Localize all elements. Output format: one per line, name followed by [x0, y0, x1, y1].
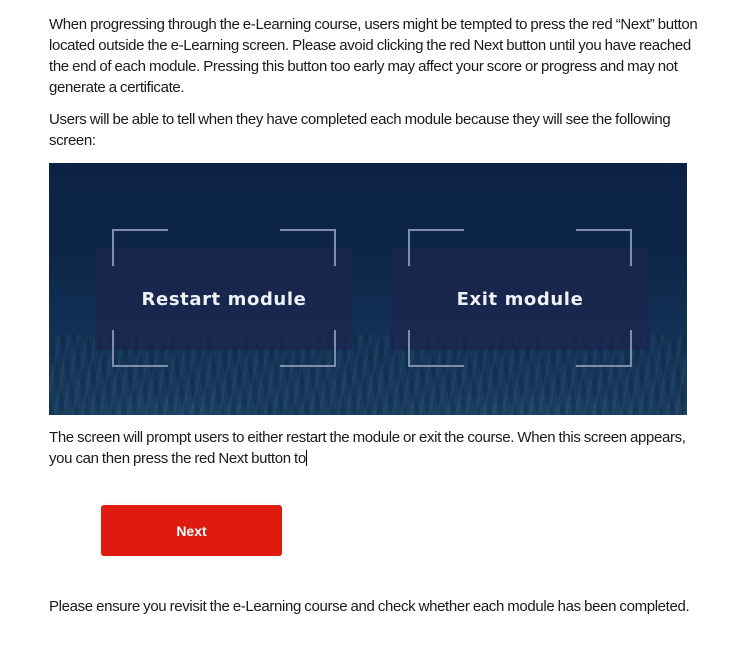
restart-module-button[interactable]: Restart module [141, 288, 307, 310]
next-button[interactable]: Next [101, 505, 282, 556]
restart-module-option[interactable] [112, 229, 336, 367]
completion-paragraph: Users will be able to tell when they have completed each module because they will see the following screen: [49, 111, 671, 149]
intro-paragraph: When progressing through the e-Learning course, users might be tempted to press the red “Next” button located outside the e-Learning screen. Please avoid clicking the red Next button until you have reached the end of each module. Pressing this button too early may affect your score or progress and may not generate a certificate. [49, 16, 698, 96]
closing-paragraph: Please ensure you revisit the e-Learning course and check whether each module has been completed. [49, 598, 690, 615]
prompt-paragraph-text: The screen will prompt users to either restart the module or exit the course. When this screen appears, you can then press the red Next button to [49, 429, 686, 467]
elearning-completion-screenshot [49, 163, 687, 415]
exit-module-option[interactable] [408, 229, 632, 367]
text-cursor [306, 450, 307, 466]
exit-module-button[interactable]: Exit module [456, 288, 584, 310]
prompt-paragraph[interactable] [49, 427, 709, 469]
